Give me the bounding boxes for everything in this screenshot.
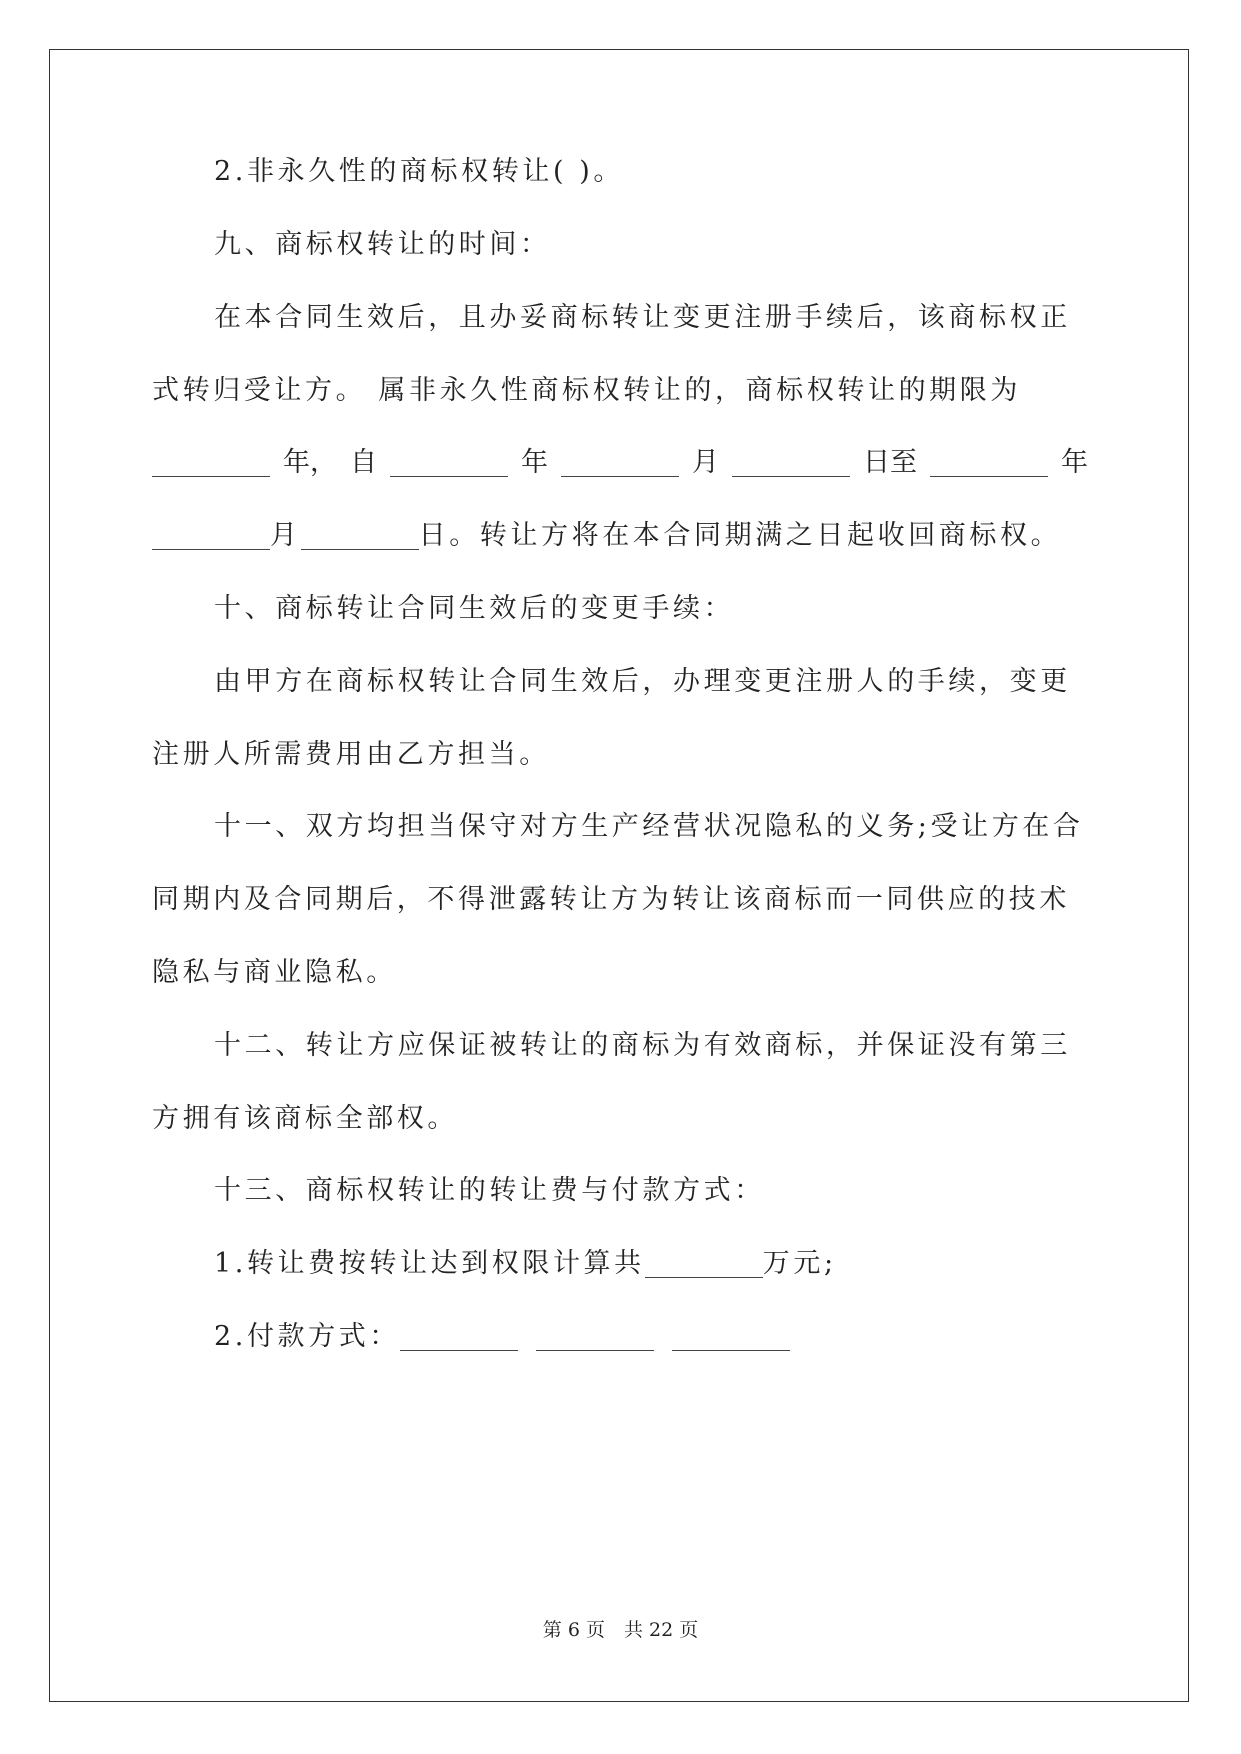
text-fragment: 日。转让方将在本合同期满之日起收回商标权。 — [418, 520, 1062, 551]
page-number: 第 6 页 共 22 页 — [542, 1619, 699, 1641]
text-fragment: 1.转让费按转让达到权限计算共 — [214, 1248, 645, 1279]
date-range-line — [152, 516, 1088, 556]
paragraph-line: 2.非永久性的商标权转让( )。 — [214, 156, 625, 187]
section-heading-13: 十三、商标权转让的转让费与付款方式： — [214, 1175, 765, 1206]
section-heading-10: 十、商标转让合同生效后的变更手续： — [214, 593, 735, 624]
text-fragment: 年， — [283, 447, 337, 478]
text-fragment: 年 — [521, 447, 548, 478]
paragraph-line: 注册人所需费用由乙方担当。 — [152, 739, 550, 770]
blank-field — [672, 1311, 790, 1351]
blank-field — [400, 1311, 518, 1351]
blank-field — [930, 437, 1048, 477]
paragraph-line: 方拥有该商标全部权。 — [152, 1103, 458, 1134]
fee-line — [152, 1244, 1088, 1284]
text-fragment: 万元; — [762, 1248, 837, 1279]
paragraph-line: 在本合同生效后，且办妥商标转让变更注册手续后，该商标权正 — [214, 302, 1071, 333]
page-border — [49, 49, 1189, 1702]
text-fragment: 月 — [692, 447, 719, 478]
section-heading-12: 十二、转让方应保证被转让的商标为有效商标，并保证没有第三 — [214, 1030, 1071, 1061]
paragraph-line: 式转归受让方。 属非永久性商标权转让的，商标权转让的期限为 — [152, 375, 1021, 406]
payment-method-line — [152, 1317, 1088, 1357]
text-fragment: 日至 — [863, 447, 917, 478]
text-fragment: 月 — [270, 520, 301, 551]
blank-field — [152, 510, 270, 550]
blank-field — [536, 1311, 654, 1351]
section-heading-11: 十一、双方均担当保守对方生产经营状况隐私的义务;受让方在合 — [214, 811, 1084, 842]
blank-field — [152, 437, 270, 477]
blank-field — [390, 437, 508, 477]
text-fragment: 自 — [350, 447, 377, 478]
section-heading-9: 九、商标权转让的时间： — [214, 229, 551, 260]
blank-field — [561, 437, 679, 477]
paragraph-line: 隐私与商业隐私。 — [152, 957, 397, 988]
text-fragment: 2.付款方式： — [214, 1321, 400, 1352]
paragraph-line: 由甲方在商标权转让合同生效后，办理变更注册人的手续，变更 — [214, 666, 1071, 697]
text-fragment: 年 — [1061, 447, 1088, 478]
blank-field — [732, 437, 850, 477]
blank-field — [645, 1238, 763, 1278]
blank-field — [301, 510, 419, 550]
paragraph-line: 同期内及合同期后，不得泄露转让方为转让该商标而一同供应的技术 — [152, 884, 1070, 915]
date-range-line — [152, 443, 1088, 483]
